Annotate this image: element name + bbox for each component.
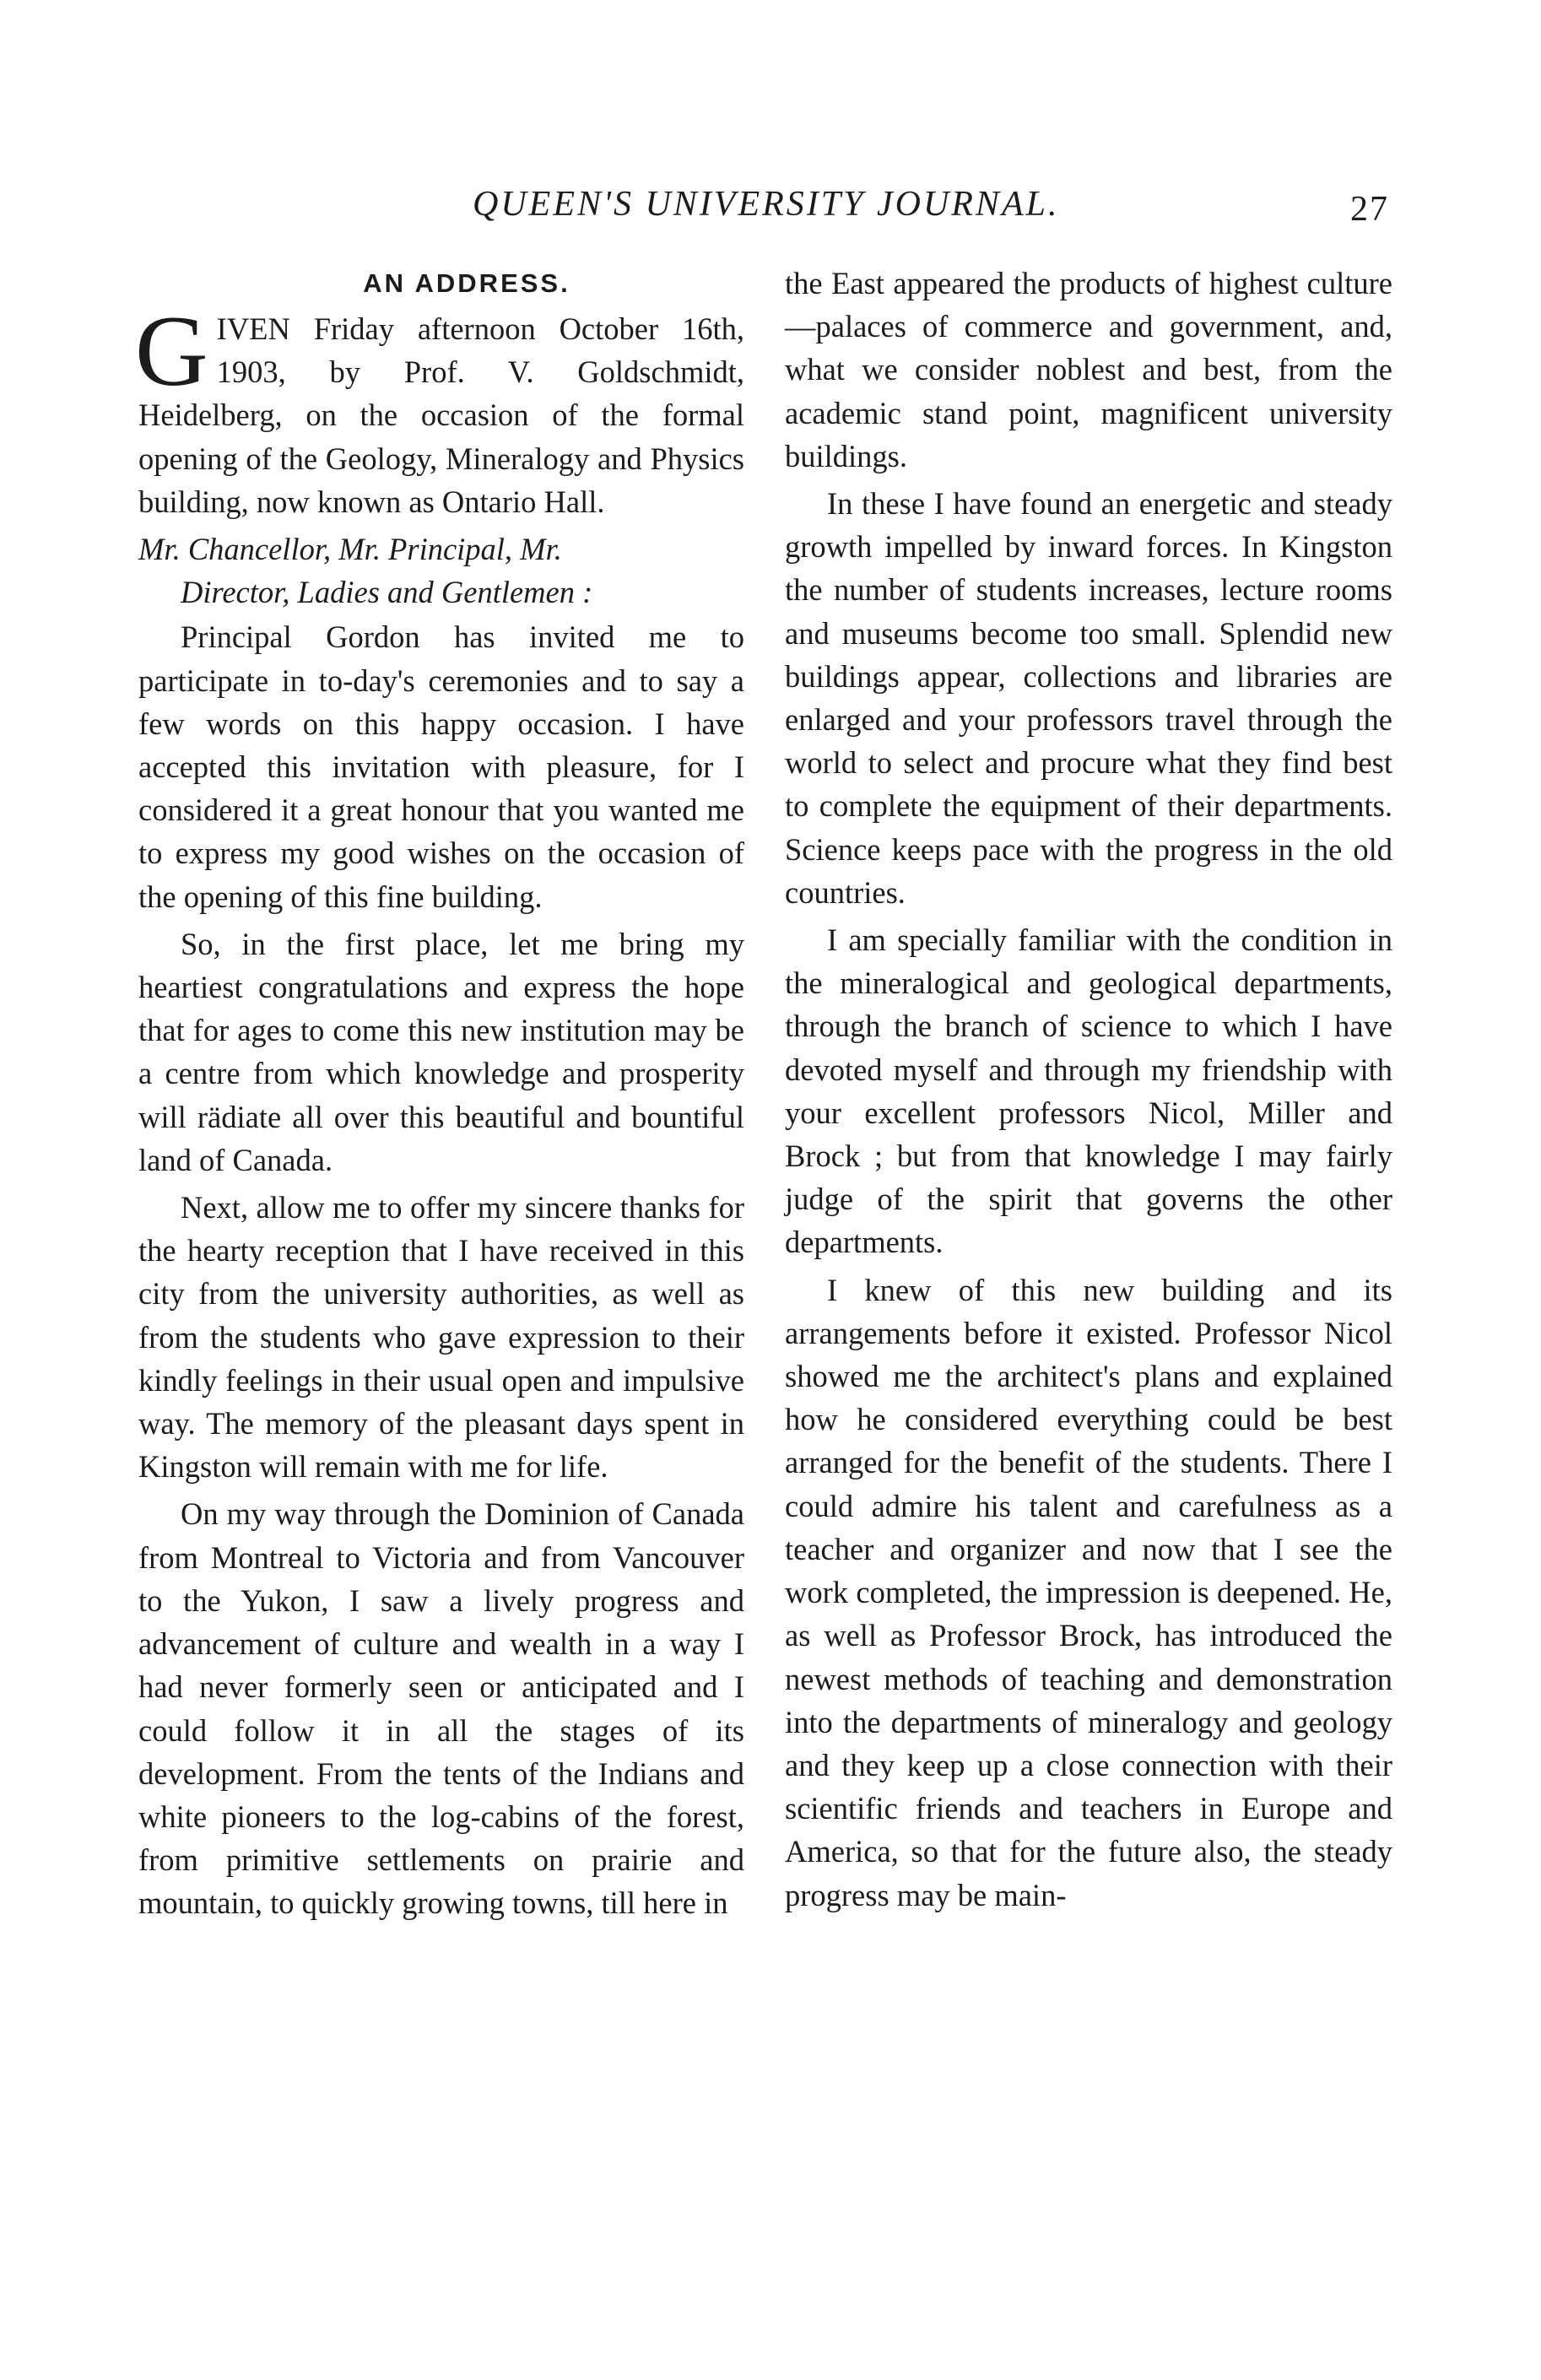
running-head	[473, 179, 1485, 230]
drop-cap: G	[135, 295, 208, 407]
page-number: 27	[1350, 190, 1389, 229]
article-intro	[135, 295, 744, 523]
article-heading: AN ADDRESS.	[363, 268, 570, 298]
paragraph: Next, allow me to offer my sincere thanks for the hearty reception that I have received in this city from the university authorities, as well as from the students who gave expression to their kindly feelings in their usual open and impulsive way. The memory of the pleasant days spent in Kingston will remain with me for life.	[138, 1190, 744, 1485]
paragraph: So, in the first place, let me bring my heartiest congratulations and express the hope that for ages to come this new institution may be a centre from which knowledge and prosperity will rädiate all over this beautiful and bountiful land of Canada.	[138, 926, 744, 1177]
intro-text: IVEN Friday afternoon October 16th, 1903, by Prof. V. Goldschmidt, Heidelberg, on the occasion of the formal opening of the Geology, Mineralogy and Physics building, now known as Ontario Hall.	[138, 311, 744, 519]
paragraph: I am specially familiar with the condition in the mineralogical and geological departments, through the branch of science to which I have devoted myself and through my friendship with your excellent professors Nicol, Miller and Brock ; but from that knowledge I may fairly judge of the spirit that governs the other departments.	[785, 922, 1392, 1260]
left-column	[135, 262, 744, 1929]
paragraph-continued: the East appeared the products of highest culture—palaces of commerce and government, and, what we consider noblest and best, from the academic stand point, magnificent university buildings.	[785, 266, 1392, 473]
paragraph: In these I have found an energetic and steady growth impelled by inward forces. In Kingston the number of students increases, lecture rooms and museums become too small. Splendid new buildings appear, collections and libraries are enlarged and your professors travel through the world to select and procure what they find best to complete the equipment of their departments. Science keeps pace with the progress in the old countries.	[785, 486, 1392, 910]
paragraph: I knew of this new building and its arrangements before it existed. Professor Nicol showed me the architect's plans and explained how he considered everything could be best arranged for the benefit of the students. There I could admire his talent and carefulness as a teacher and organizer and now that I see the work completed, the impression is deepened. He, as well as Professor Brock, has introduced the newest methods of teaching and demonstration into the departments of mineralogy and geology and they keep up a close connection with their scientific friends and teachers in Europe and America, so that for the future also, the steady progress may be main-	[785, 1272, 1392, 1912]
paragraph: On my way through the Dominion of Canada from Montreal to Victoria and from Vancouver to the Yukon, I saw a lively progress and advancement of culture and wealth in a way I had never formerly seen or anticipated and I could follow it in all the stages of its development. From the tents of the Indians and white pioneers to the log-cabins of the forest, from primitive settlements on prairie and mountain, to quickly growing towns, till here in	[138, 1496, 744, 1921]
salutation-line-2: Director, Ladies and Gentlemen :	[181, 575, 593, 610]
journal-title: QUEEN'S UNIVERSITY JOURNAL.	[473, 185, 1060, 224]
salutation-line-1: Mr. Chancellor, Mr. Principal, Mr.	[138, 532, 562, 567]
paragraph: Principal Gordon has invited me to participate in to-day's ceremonies and to say a few words on this happy occasion. I have accepted this invitation with pleasure, for I considered it a great honour that you wanted me to express my good wishes on the occasion of the opening of this fine building.	[138, 619, 744, 914]
right-column	[785, 262, 1392, 1921]
